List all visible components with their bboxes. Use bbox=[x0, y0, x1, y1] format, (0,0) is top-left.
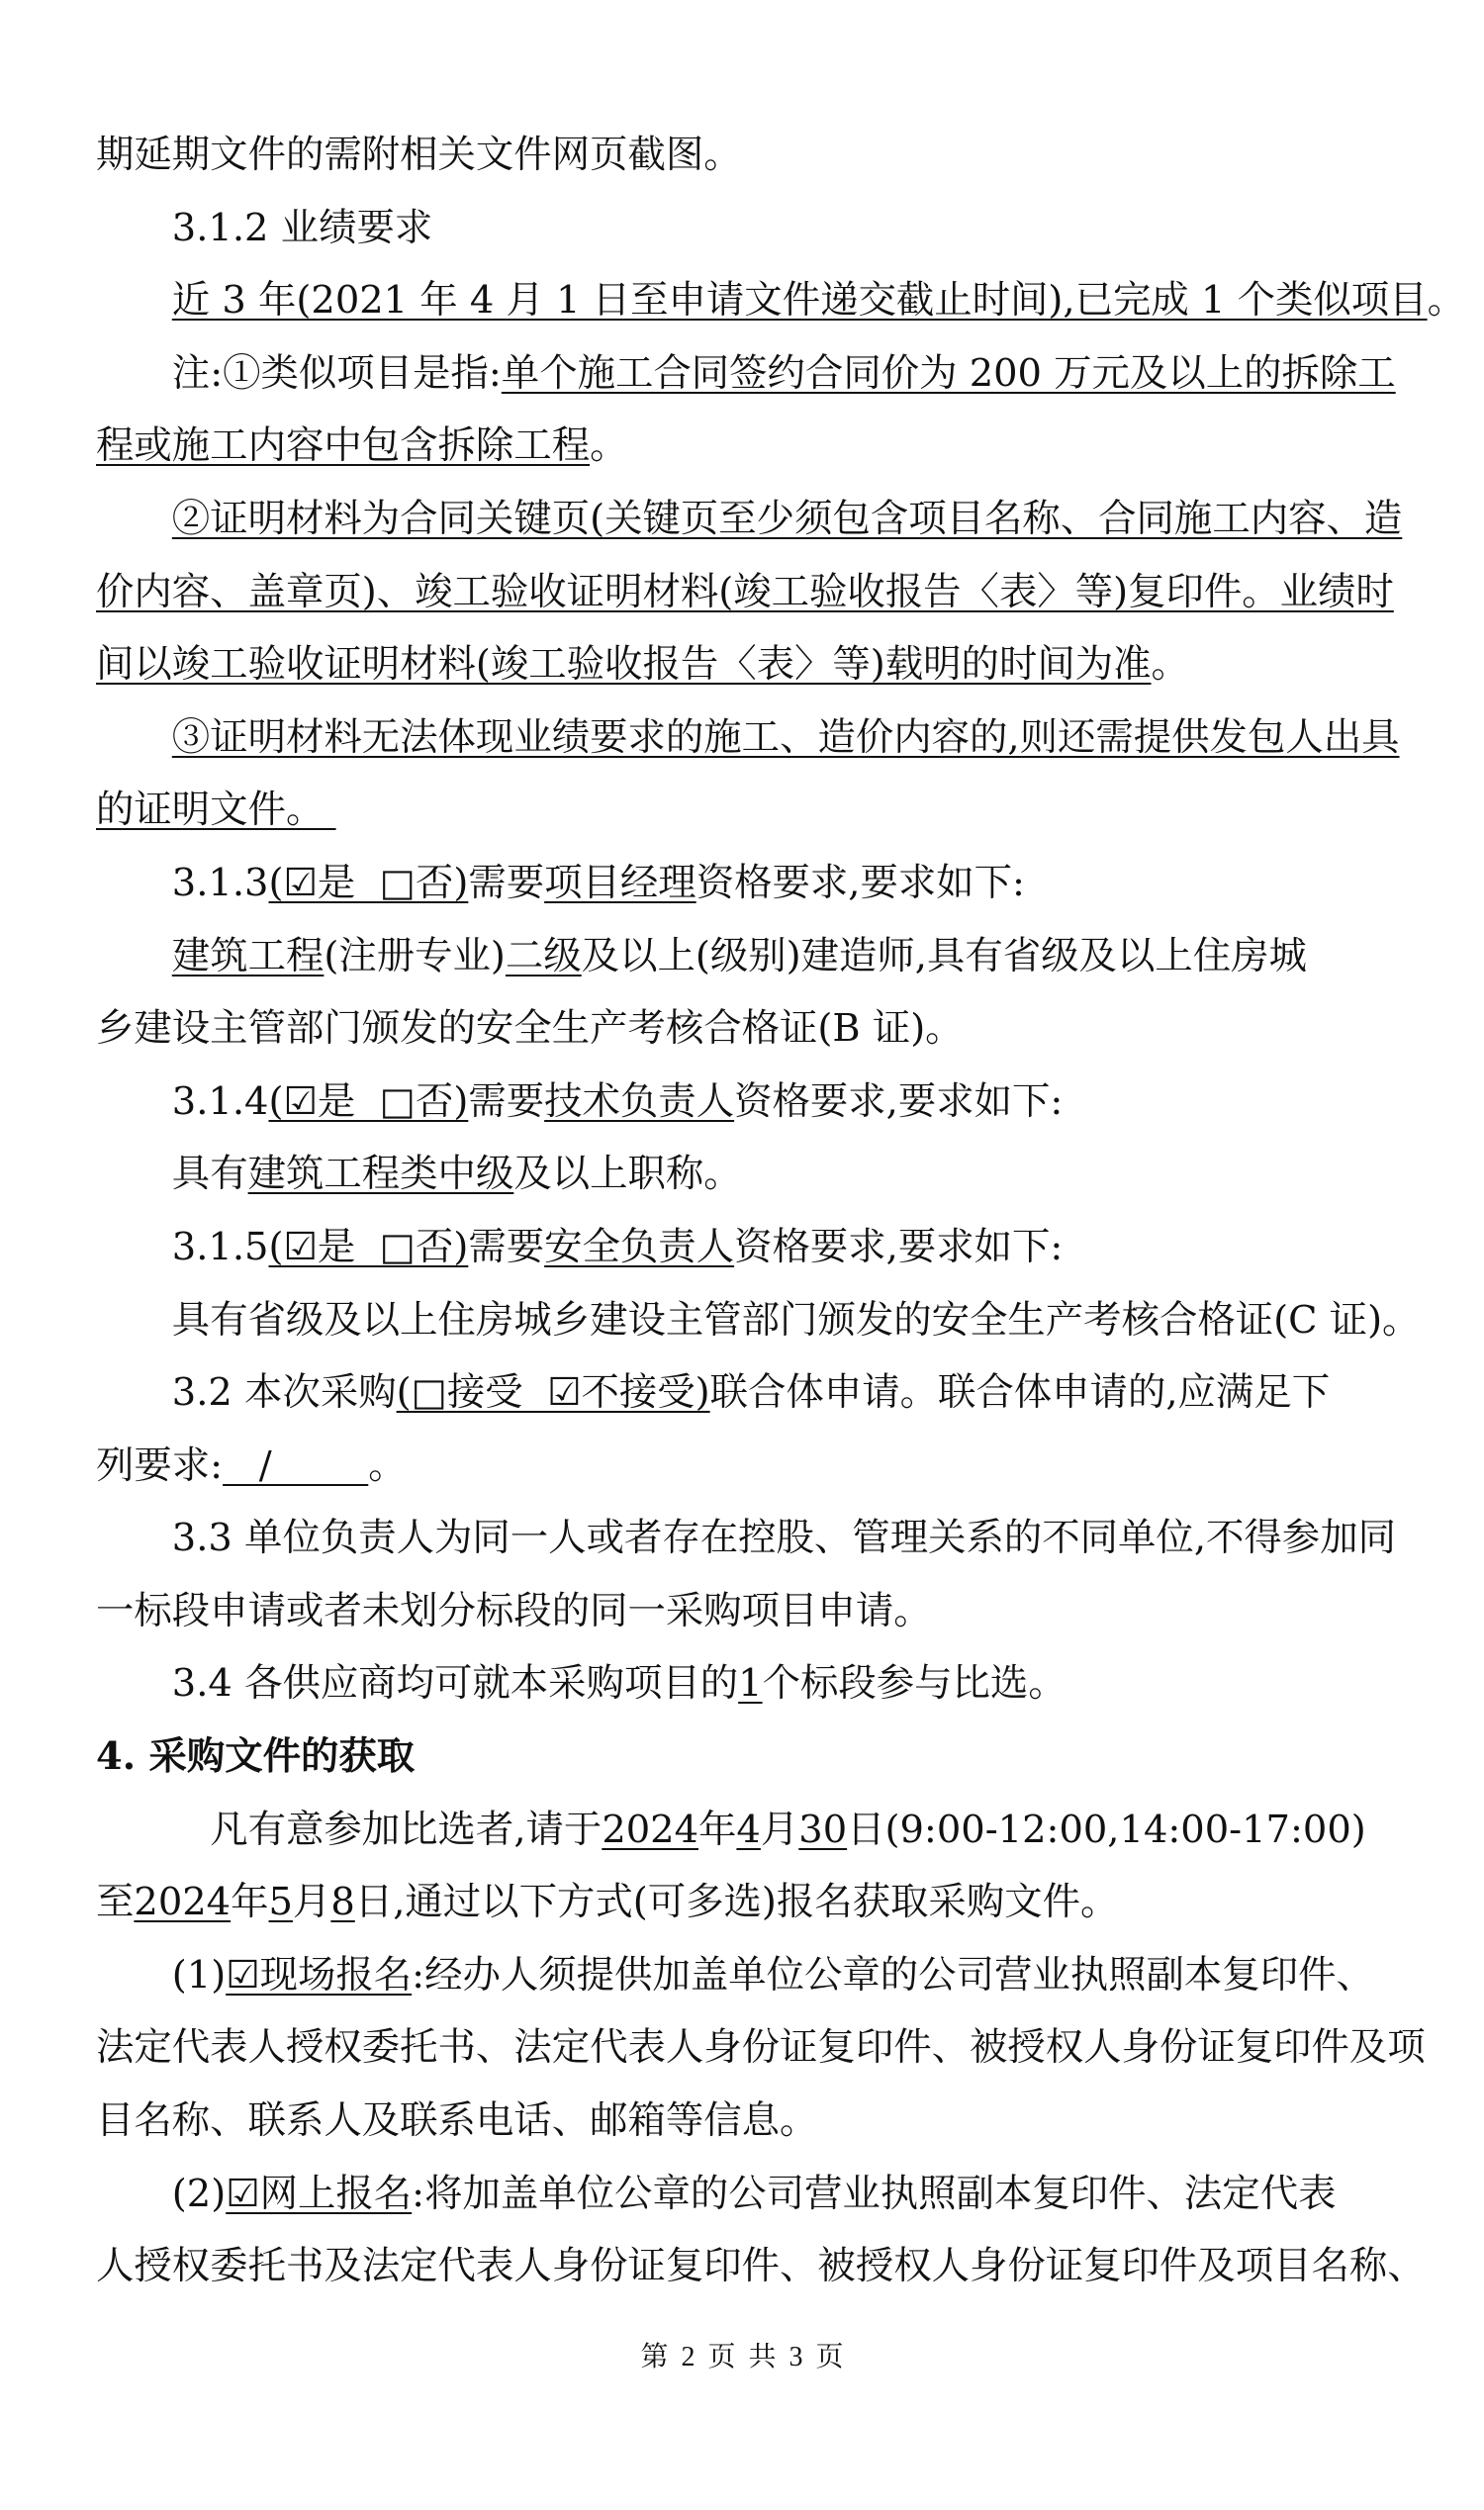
text-line bbox=[96, 920, 1392, 993]
text-line bbox=[96, 2085, 1392, 2158]
text-line bbox=[96, 192, 1392, 265]
text-segment: 。 bbox=[368, 1442, 407, 1488]
text-segment: 个标段参与比选。 bbox=[762, 1661, 1067, 1707]
text-line bbox=[96, 1939, 1392, 2012]
text-line bbox=[96, 1647, 1392, 1720]
text-segment: 具有省级及以上住房城乡建设主管部门颁发的安全生产考核合格证(C 证)。 bbox=[171, 1297, 1421, 1343]
underlined-text: 安全负责人 bbox=[544, 1224, 735, 1269]
text-segment: 3.3 单位负责人为同一人或者存在控股、管理关系的不同单位,不得参加同 bbox=[171, 1516, 1396, 1561]
underlined-text: 二级 bbox=[505, 933, 582, 978]
text-segment: (2) bbox=[171, 2171, 227, 2216]
text-segment: 。 bbox=[590, 423, 628, 469]
text-segment: 日,通过以下方式(可多选)报名获取采购文件。 bbox=[354, 1880, 1119, 1925]
underlined-text: (☑是 □否) bbox=[268, 860, 469, 905]
text-line bbox=[96, 337, 1396, 411]
text-line bbox=[96, 1284, 1421, 1357]
underlined-text: 4 bbox=[736, 1807, 761, 1852]
underlined-text: ☑现场报名 bbox=[226, 1952, 413, 1998]
text-segment: 3.1.5 bbox=[171, 1224, 269, 1269]
text-line bbox=[96, 2158, 1392, 2231]
text-line bbox=[96, 1430, 1392, 1503]
text-line bbox=[96, 483, 1403, 556]
text-line bbox=[96, 1502, 1396, 1575]
underlined-text: 程或施工内容中包含拆除工程 bbox=[96, 423, 591, 469]
text-segment: 资格要求,要求如下: bbox=[734, 1224, 1064, 1269]
text-segment: 乡建设主管部门颁发的安全生产考核合格证(B 证)。 bbox=[96, 1006, 964, 1052]
text-segment: 及以上职称。 bbox=[513, 1152, 742, 1197]
text-segment: 年 bbox=[231, 1880, 269, 1925]
text-segment: 资格要求,要求如下: bbox=[734, 1078, 1064, 1124]
text-segment: 3.1.4 bbox=[171, 1078, 269, 1124]
text-line bbox=[96, 992, 1392, 1066]
text-segment: 需要 bbox=[468, 860, 545, 905]
text-segment: 3.1.2 业绩要求 bbox=[171, 205, 433, 250]
document-body bbox=[96, 119, 1465, 2303]
text-segment: 需要 bbox=[468, 1078, 545, 1124]
text-segment: 月 bbox=[292, 1880, 331, 1925]
text-line bbox=[96, 1138, 1392, 1211]
underlined-text: 1 bbox=[738, 1661, 763, 1707]
text-segment: :将加盖单位公章的公司营业执照副本复印件、法定代表 bbox=[412, 2171, 1337, 2216]
text-segment: 注:①类似项目是指: bbox=[171, 350, 502, 396]
text-segment: :经办人须提供加盖单位公章的公司营业执照副本复印件、 bbox=[412, 1952, 1374, 1998]
text-segment: 目名称、联系人及联系电话、邮箱等信息。 bbox=[96, 2098, 818, 2144]
text-line bbox=[96, 1575, 1392, 1648]
text-segment: 一标段申请或者未划分标段的同一采购项目申请。 bbox=[96, 1588, 932, 1633]
text-segment: 凡有意参加比选者,请于 bbox=[210, 1807, 603, 1852]
text-segment: 期延期文件的需附相关文件网页截图。 bbox=[96, 133, 742, 177]
text-line bbox=[96, 774, 1392, 847]
text-line bbox=[96, 628, 1392, 701]
text-segment: 法定代表人授权委托书、法定代表人身份证复印件、被授权人身份证复印件及项 bbox=[96, 2025, 1426, 2071]
underlined-text: 价内容、盖章页)、竣工验收证明材料(竣工验收报告〈表〉等)复印件。业绩时 bbox=[96, 569, 1394, 614]
text-segment: 3.4 各供应商均可就本采购项目的 bbox=[171, 1661, 739, 1707]
text-line bbox=[96, 1794, 1392, 1867]
underlined-text: 技术负责人 bbox=[544, 1078, 735, 1124]
text-segment: 。 bbox=[1151, 642, 1189, 688]
text-line bbox=[96, 119, 1392, 192]
text-segment: 资格要求,要求如下: bbox=[696, 860, 1025, 905]
text-segment: 3.1.3 bbox=[171, 860, 269, 905]
text-line bbox=[96, 847, 1392, 920]
underlined-text: ☑网上报名 bbox=[226, 2171, 413, 2216]
text-segment: 4. 采购文件的获取 bbox=[96, 1734, 416, 1780]
underlined-text: (□接受 ☑不接受) bbox=[396, 1370, 710, 1416]
page-number-label: 第 2 页 共 3 页 bbox=[640, 2342, 844, 2372]
text-line bbox=[96, 1866, 1392, 1939]
underlined-text: / bbox=[223, 1442, 369, 1488]
text-segment: 年 bbox=[698, 1807, 737, 1852]
underlined-text: 2024 bbox=[602, 1807, 699, 1852]
underlined-text: 30 bbox=[798, 1807, 848, 1852]
underlined-text: 项目经理 bbox=[544, 860, 696, 905]
text-line bbox=[96, 2011, 1426, 2085]
text-line bbox=[96, 1066, 1392, 1139]
underlined-text: 建筑工程 bbox=[171, 933, 325, 978]
text-line bbox=[96, 1356, 1392, 1430]
text-line bbox=[96, 1211, 1392, 1284]
text-segment: (注册专业) bbox=[324, 933, 506, 978]
underlined-text: 2024 bbox=[134, 1880, 232, 1925]
text-line bbox=[96, 410, 1392, 483]
underlined-text: (☑是 □否) bbox=[268, 1224, 469, 1269]
underlined-text: 建筑工程类中级 bbox=[247, 1152, 514, 1197]
underlined-text: 单个施工合同签约合同价为 200 万元及以上的拆除工 bbox=[501, 350, 1396, 396]
underlined-text: ②证明材料为合同关键页(关键页至少须包含项目名称、合同施工内容、造 bbox=[171, 496, 1403, 541]
text-segment: 人授权委托书及法定代表人身份证复印件、被授权人身份证复印件及项目名称、 bbox=[96, 2244, 1426, 2289]
underlined-text: (☑是 □否) bbox=[268, 1078, 469, 1124]
text-segment: 联合体申请。联合体申请的,应满足下 bbox=[709, 1370, 1331, 1416]
text-segment: (1) bbox=[171, 1952, 227, 1998]
section-heading bbox=[96, 1720, 1392, 1794]
underlined-text: 间以竣工验收证明材料(竣工验收报告〈表〉等)载明的时间为准 bbox=[96, 642, 1152, 688]
text-segment: 列要求: bbox=[96, 1442, 224, 1488]
text-segment: 需要 bbox=[468, 1224, 545, 1269]
text-line bbox=[96, 264, 1465, 337]
underlined-text: 8 bbox=[330, 1880, 355, 1925]
text-segment: 。 bbox=[1427, 278, 1465, 324]
text-segment: 日(9:00-12:00,14:00-17:00) bbox=[847, 1807, 1366, 1852]
text-line bbox=[96, 2230, 1426, 2303]
text-segment: 具有 bbox=[171, 1152, 248, 1197]
underlined-text: 5 bbox=[268, 1880, 293, 1925]
underlined-text: 的证明文件。 bbox=[96, 788, 336, 833]
text-segment: 及以上(级别)建造师,具有省级及以上住房城 bbox=[581, 933, 1307, 978]
text-segment: 至 bbox=[96, 1880, 135, 1925]
page-footer bbox=[0, 2340, 1484, 2375]
underlined-text: ③证明材料无法体现业绩要求的施工、造价内容的,则还需提供发包人出具 bbox=[171, 714, 1400, 760]
text-segment: 月 bbox=[760, 1807, 799, 1852]
text-line bbox=[96, 556, 1392, 629]
underlined-text: 近 3 年(2021 年 4 月 1 日至申请文件递交截止时间),已完成 1 个类似项目 bbox=[171, 278, 1428, 324]
text-segment: 3.2 本次采购 bbox=[171, 1370, 397, 1416]
text-line bbox=[96, 701, 1400, 775]
